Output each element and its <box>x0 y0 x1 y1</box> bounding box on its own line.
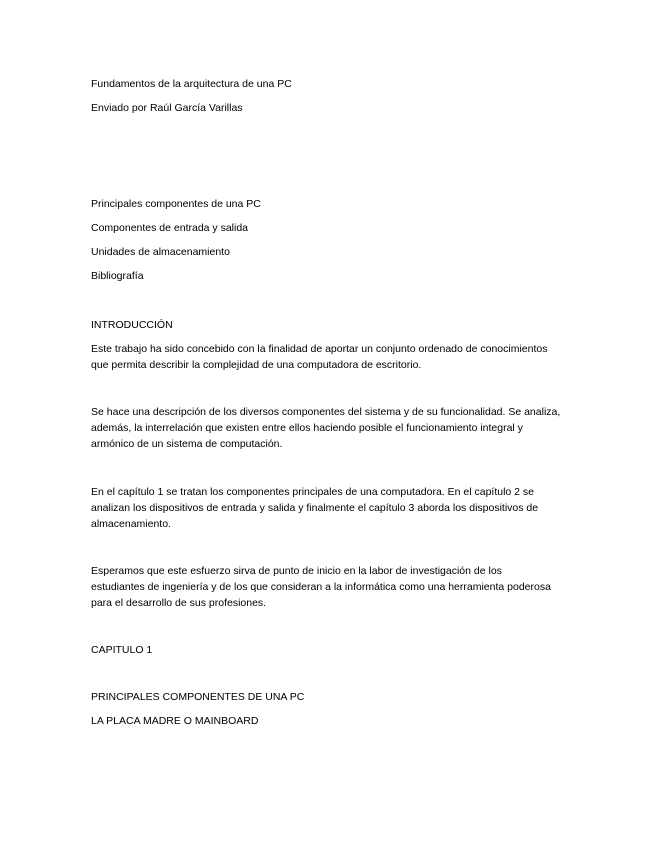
paragraph-line: Este trabajo ha sido concebido con la finalidad de aportar un conjunto ordenado de conocimientos <box>91 343 548 355</box>
paragraph-line: estudiantes de ingeniería y de los que consideran a la informática como una herramienta poderosa <box>91 581 551 593</box>
paragraph-line: almacenamiento. <box>91 518 171 530</box>
section-heading: PRINCIPALES COMPONENTES DE UNA PC <box>91 691 305 703</box>
chapter-heading: CAPITULO 1 <box>91 644 153 656</box>
paragraph <box>91 563 571 611</box>
paragraph-line: En el capítulo 1 se tratan los componentes principales de una computadora. En el capítulo 2 se <box>91 486 535 498</box>
paragraph <box>91 341 571 373</box>
toc-item: Unidades de almacenamiento <box>91 246 230 258</box>
toc-item: Componentes de entrada y salida <box>91 222 249 234</box>
toc-item: Principales componentes de una PC <box>91 198 261 210</box>
paragraph-line: analizan los dispositivos de entrada y salida y finalmente el capítulo 3 aborda los dispositivos de <box>91 502 539 514</box>
paragraph-line: Esperamos que este esfuerzo sirva de punto de inicio en la labor de investigación de los <box>91 565 502 577</box>
intro-heading: INTRODUCCIÓN <box>91 319 173 331</box>
toc-item: Bibliografía <box>91 270 144 282</box>
paragraph-line: que permita describir la complejidad de una computadora de escritorio. <box>91 359 422 371</box>
paragraph-line: para el desarrollo de sus profesiones. <box>91 597 267 609</box>
paragraph <box>91 484 571 532</box>
paragraph-line: armónico de un sistema de computación. <box>91 438 283 450</box>
paragraph-line: Se hace una descripción de los diversos componentes del sistema y de su funcionalidad. Se analiza, <box>91 406 561 418</box>
paragraph <box>91 404 571 452</box>
author-line: Enviado por Raúl García Varillas <box>91 102 243 114</box>
subsection-heading: LA PLACA MADRE O MAINBOARD <box>91 715 259 727</box>
document-title: Fundamentos de la arquitectura de una PC <box>91 78 292 90</box>
paragraph-line: además, la interrelación que existen entre ellos haciendo posible el funcionamiento integral y <box>91 422 523 434</box>
